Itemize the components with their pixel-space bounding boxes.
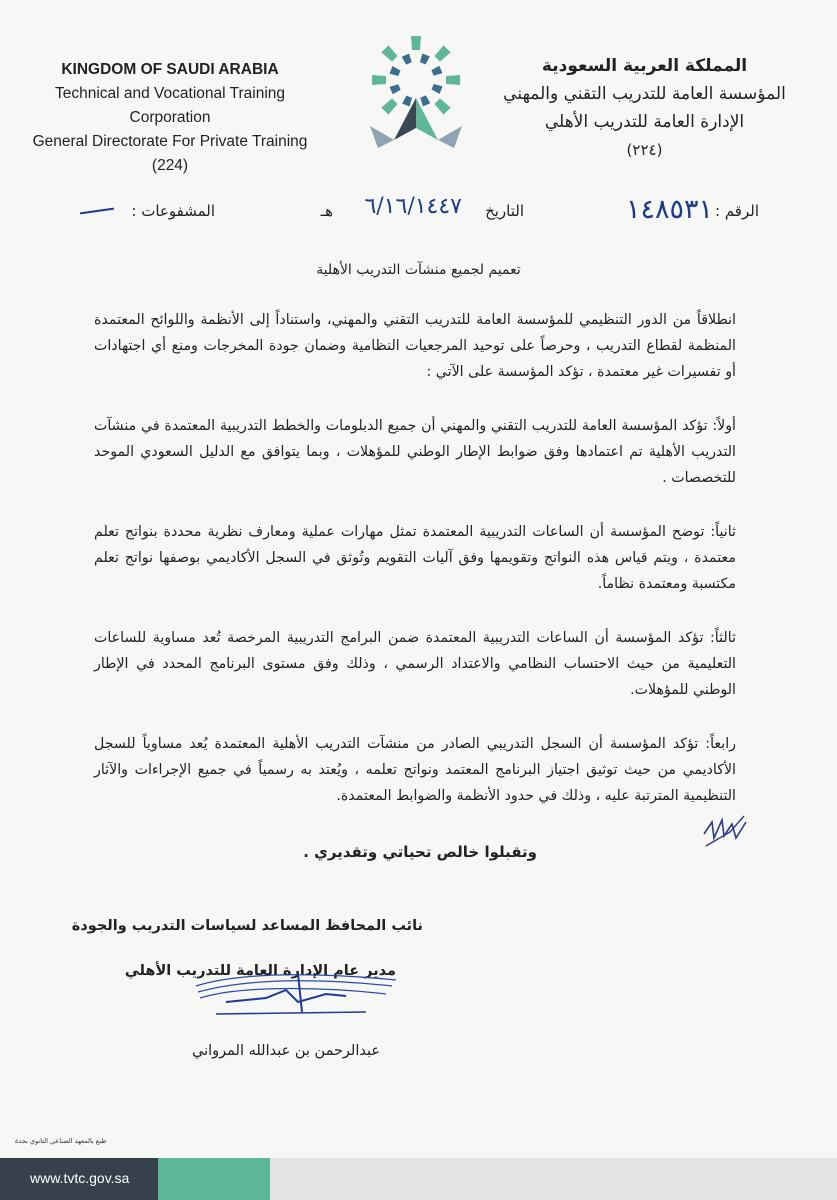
header-en-code: (224) (151, 157, 189, 174)
attachments-label: المشفوعات : (131, 202, 215, 220)
footer-green-segment (158, 1158, 270, 1200)
paragraph-second: ثانياً: توضح المؤسسة أن الساعات التدريبية المعتمدة تمثل مهارات عملية ومعارف نظرية محددة بنواتج تعلم معتمدة ، ويتم قياس هذه النواتج وتقويمها وفق آليات التقويم وتُوثق في السجل الأكاديمي بوصفها نواتج تعلم مكتسبة ومعتمدة نظاماً. (94, 524, 736, 592)
attachments-handwritten-dash (80, 208, 114, 215)
paragraph-first: أولاً: تؤكد المؤسسة العامة للتدريب التقني والمهني أن جميع الدبلومات والخطط التدريبية المعتمدة في منشآت التدريب الأهلية تم اعتمادها وفق ضوابط الإطار الوطني للمؤهلات ، وبما يتوافق مع الدليل السعودي الموحد للتخصصات . (94, 418, 736, 486)
signatory-title-director: مدير عام الإدارة العامة للتدريب الأهلي (124, 963, 396, 979)
date-value: ٦/١٦/١٤٤٧ (364, 194, 462, 219)
header-ar-corporation: المؤسسة العامة للتدريب التقني والمهني (503, 84, 786, 104)
paragraph-third: ثالثاً: تؤكد المؤسسة أن الساعات التدريبية المعتمدة ضمن البرامج التدريبية المرخصة تُعد مساوية للساعات التعليمية من حيث الاحتساب النظامي والاعتداد الرسمي ، وذلك وفق مستوى البرنامج المحدد في الإطار الوطني للمؤهلات. (94, 630, 736, 698)
reference-number-label: الرقم : (715, 202, 759, 220)
reference-number-value: ١٤٨٥٣١ (625, 194, 713, 225)
handwritten-initials (700, 812, 750, 854)
header-ar-directorate: الإدارة العامة للتدريب الأهلي (544, 112, 745, 132)
signatory-title-deputy: نائب المحافظ المساعد لسياسات التدريب والجودة (71, 918, 423, 934)
paragraph-fourth: رابعاً: تؤكد المؤسسة أن السجل التدريبي الصادر من منشآت التدريب الأهلية المعتمدة يُعد مساوياً للسجل الأكاديمي من حيث توثيق اجتياز البرنامج المعتمد ونواتج تعلمه ، ويُعتد به رسمياً في جميع الإجراءات والآثار التنظيمية المترتبة عليه ، وذلك في حدود الأنظمة والضوابط المعتمدة. (94, 736, 736, 804)
footer-dark-segment (0, 1158, 158, 1200)
header-ar-kingdom: المملكة العربية السعودية (541, 56, 748, 76)
date-label: التاريخ (485, 202, 524, 220)
handwritten-signature (186, 968, 406, 1030)
subject-line: تعميم لجميع منشآت التدريب الأهلية (316, 262, 521, 278)
signatory-name: عبدالرحمن بن عبدالله المرواني (191, 1043, 380, 1059)
footer-bar (0, 1158, 837, 1200)
date-hijri-suffix: هـ (320, 202, 333, 220)
reference-line (0, 196, 837, 236)
closing-line: وتقبلوا خالص تحياتي وتقديري . (303, 843, 537, 861)
printer-note: طبع بالمعهد الصناعي الثانوي بجدة (15, 1137, 107, 1145)
footer-light-segment (270, 1158, 837, 1200)
letter-body (94, 307, 736, 837)
header-ar-code: (٢٢٤) (626, 141, 663, 159)
website-url[interactable]: www.tvtc.gov.sa (30, 1170, 130, 1186)
header-en-directorate: General Directorate For Private Training (32, 133, 308, 150)
header-en-kingdom: KINGDOM OF SAUDI ARABIA (61, 61, 279, 78)
header-arabic (492, 52, 797, 164)
header-english (20, 58, 320, 178)
header-en-corporation: Technical and Vocational Training Corporation (54, 85, 286, 126)
paragraph-intro: انطلاقاً من الدور التنظيمي للمؤسسة العامة للتدريب التقني والمهني، واستناداً إلى الأنظمة واللوائح المعتمدة المنظمة لقطاع التدريب ، وحرصاً على توحيد المرجعيات النظامية وضمان جودة المخرجات ومنع أي اجتهادات أو تفسيرات غير معتمدة ، تؤكد المؤسسة على الآتي : (94, 312, 736, 380)
tvtc-logo-icon (360, 28, 472, 150)
